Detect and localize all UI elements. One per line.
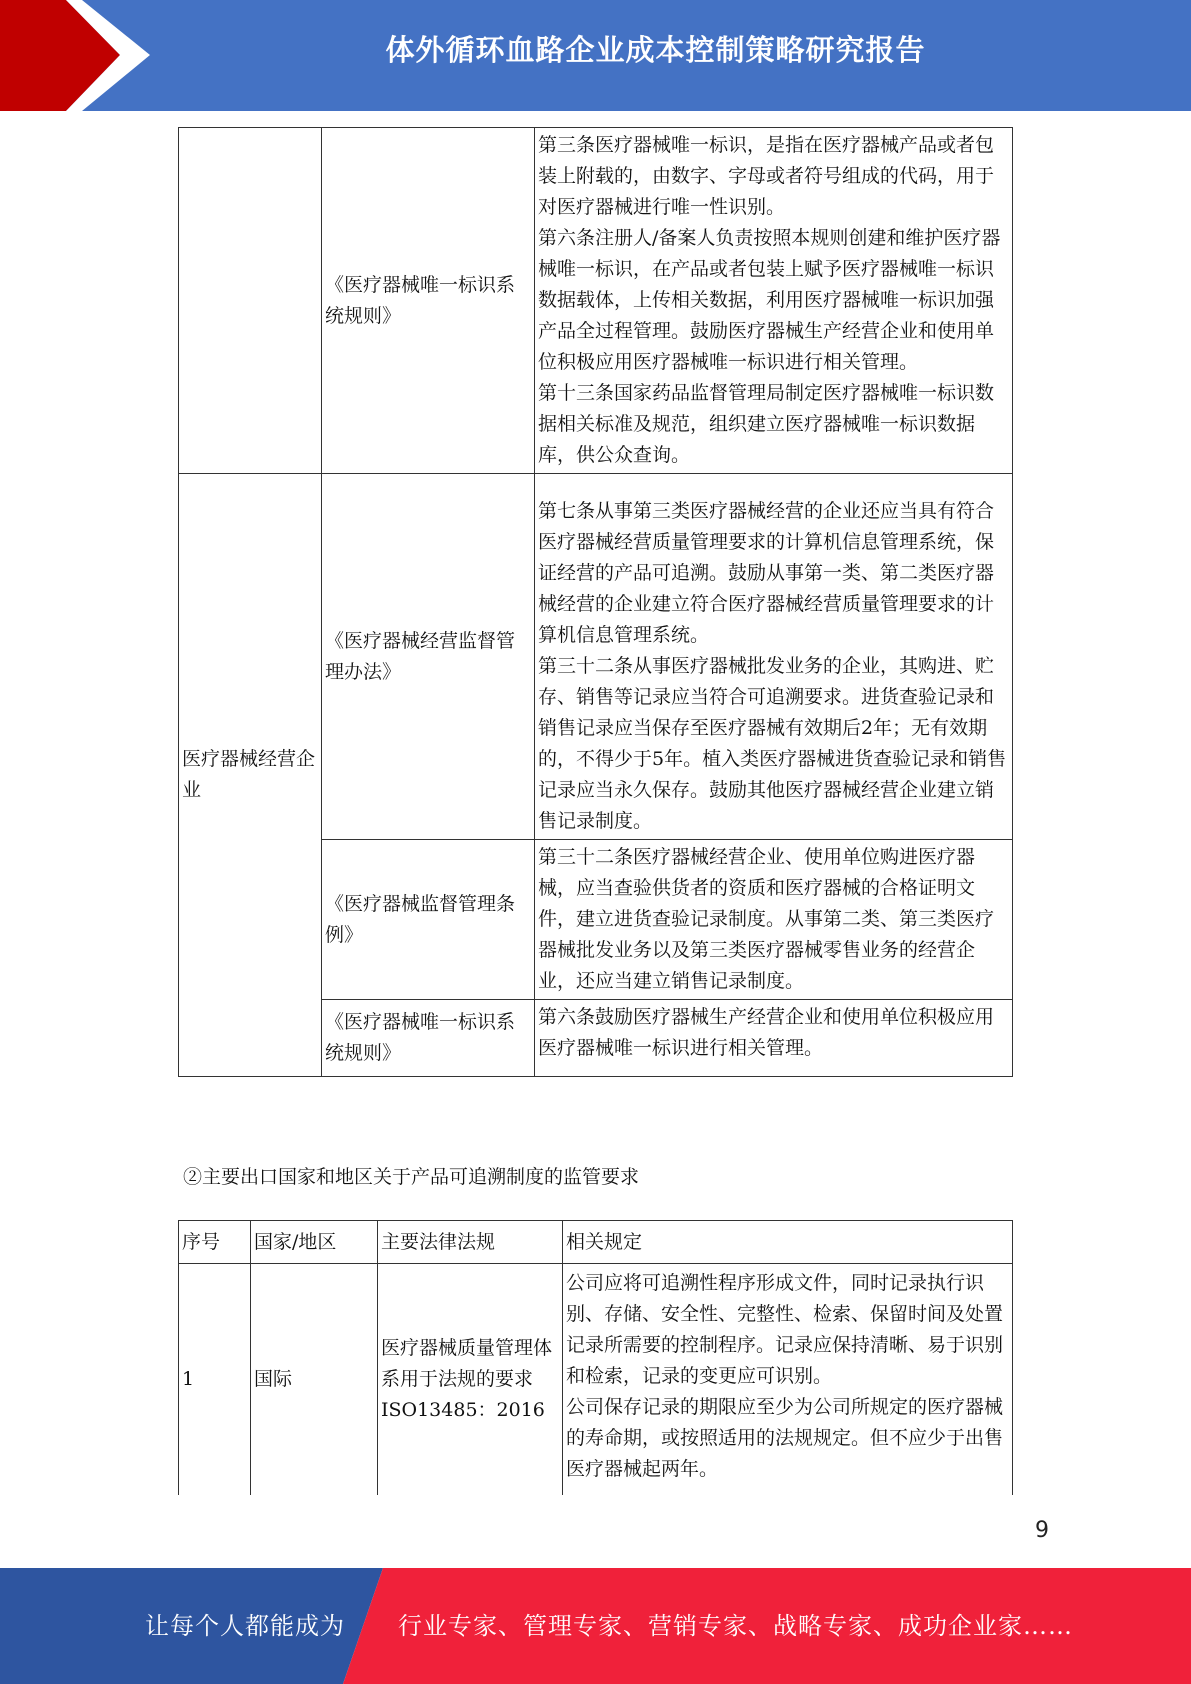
regulation-cell: 《医疗器械监督管理条例》	[322, 840, 535, 1000]
provision-cell	[535, 128, 1013, 474]
regulation-cell: 《医疗器械经营监督管理办法》	[322, 474, 535, 840]
provision-text: 第六条注册人/备案人负责按照本规则创建和维护医疗器械唯一标识，在产品或者包装上赋予医疗器械唯一标识数据载体，上传相关数据，利用医疗器械唯一标识加强产品全过程管理。鼓励医疗器械生产经营企业和使用单位积极应用医疗器械唯一标识进行相关管理。	[538, 227, 1001, 373]
header-arrow-icon	[0, 0, 160, 111]
law-standard: ISO13485：2016	[381, 1399, 545, 1421]
provision-cell	[535, 840, 1013, 1000]
provision-text: 公司应将可追溯性程序形成文件，同时记录执行识别、存储、安全性、完整性、检索、保留时间及处置记录所需要的控制程序。记录应保持清晰、易于识别和检索，记录的变更应可识别。	[566, 1272, 1004, 1387]
provision-cell	[563, 1264, 1013, 1496]
row-number-cell: 1	[179, 1264, 251, 1496]
provision-text: 第七条从事第三类医疗器械经营的企业还应当具有符合医疗器械经营质量管理要求的计算机信息管理系统，保证经营的产品可追溯。鼓励从事第一类、第二类医疗器械经营的企业建立符合医疗器械经营质量管理要求的计算机信息管理系统。	[538, 500, 995, 646]
column-header: 相关规定	[563, 1221, 1013, 1264]
provision-cell	[535, 1000, 1013, 1077]
footer-slogan-left: 让每个人都能成为	[145, 1612, 345, 1640]
page-footer	[0, 1568, 1191, 1684]
table-header-row	[179, 1221, 1013, 1264]
column-header: 国家/地区	[251, 1221, 378, 1264]
table-row	[179, 128, 1013, 474]
page-number: 9	[1035, 1518, 1049, 1543]
provision-text: 第十三条国家药品监督管理局制定医疗器械唯一标识数据相关标准及规范，组织建立医疗器械唯一标识数据库，供公众查询。	[538, 382, 995, 466]
page-header	[0, 0, 1191, 111]
region-cell: 国际	[251, 1264, 378, 1496]
footer-slogan-right: 行业专家、管理专家、营销专家、战略专家、成功企业家……	[398, 1612, 1073, 1640]
table-row	[179, 474, 1013, 840]
section-caption: ②主要出口国家和地区关于产品可追溯制度的监管要求	[183, 1166, 640, 1188]
category-cell: 医疗器械经营企业	[179, 474, 322, 1077]
regulation-cell: 《医疗器械唯一标识系统规则》	[322, 1000, 535, 1077]
provision-text: 第六条鼓励医疗器械生产经营企业和使用单位积极应用医疗器械唯一标识进行相关管理。	[538, 1006, 995, 1059]
table-row	[179, 1264, 1013, 1496]
provision-text: 第三条医疗器械唯一标识，是指在医疗器械产品或者包装上附载的，由数字、字母或者符号组成的代码，用于对医疗器械进行唯一性识别。	[538, 134, 995, 218]
law-name: 医疗器械质量管理体系用于法规的要求	[381, 1337, 553, 1390]
law-cell	[378, 1264, 563, 1496]
export-regulation-table	[178, 1220, 1013, 1495]
category-cell	[179, 128, 322, 474]
provision-text: 第三十二条从事医疗器械批发业务的企业，其购进、贮存、销售等记录应当符合可追溯要求。进货查验记录和销售记录应当保存至医疗器械有效期后2年；无有效期的，不得少于5年。植入类医疗器械进货查验记录和销售记录应当永久保存。鼓励其他医疗器械经营企业建立销售记录制度。	[538, 655, 1007, 832]
column-header: 序号	[179, 1221, 251, 1264]
provision-text: 第三十二条医疗器械经营企业、使用单位购进医疗器械，应当查验供货者的资质和医疗器械的合格证明文件，建立进货查验记录制度。从事第二类、第三类医疗器械批发业务以及第三类医疗器械零售业务的经营企业，还应当建立销售记录制度。	[538, 846, 995, 992]
provision-text: 公司保存记录的期限应至少为公司所规定的医疗器械的寿命期，或按照适用的法规规定。但不应少于出售医疗器械起两年。	[566, 1396, 1004, 1480]
domestic-regulation-table	[178, 127, 1013, 1077]
provision-cell	[535, 474, 1013, 840]
report-title: 体外循环血路企业成本控制策略研究报告	[385, 33, 926, 67]
column-header: 主要法律法规	[378, 1221, 563, 1264]
regulation-cell: 《医疗器械唯一标识系统规则》	[322, 128, 535, 474]
